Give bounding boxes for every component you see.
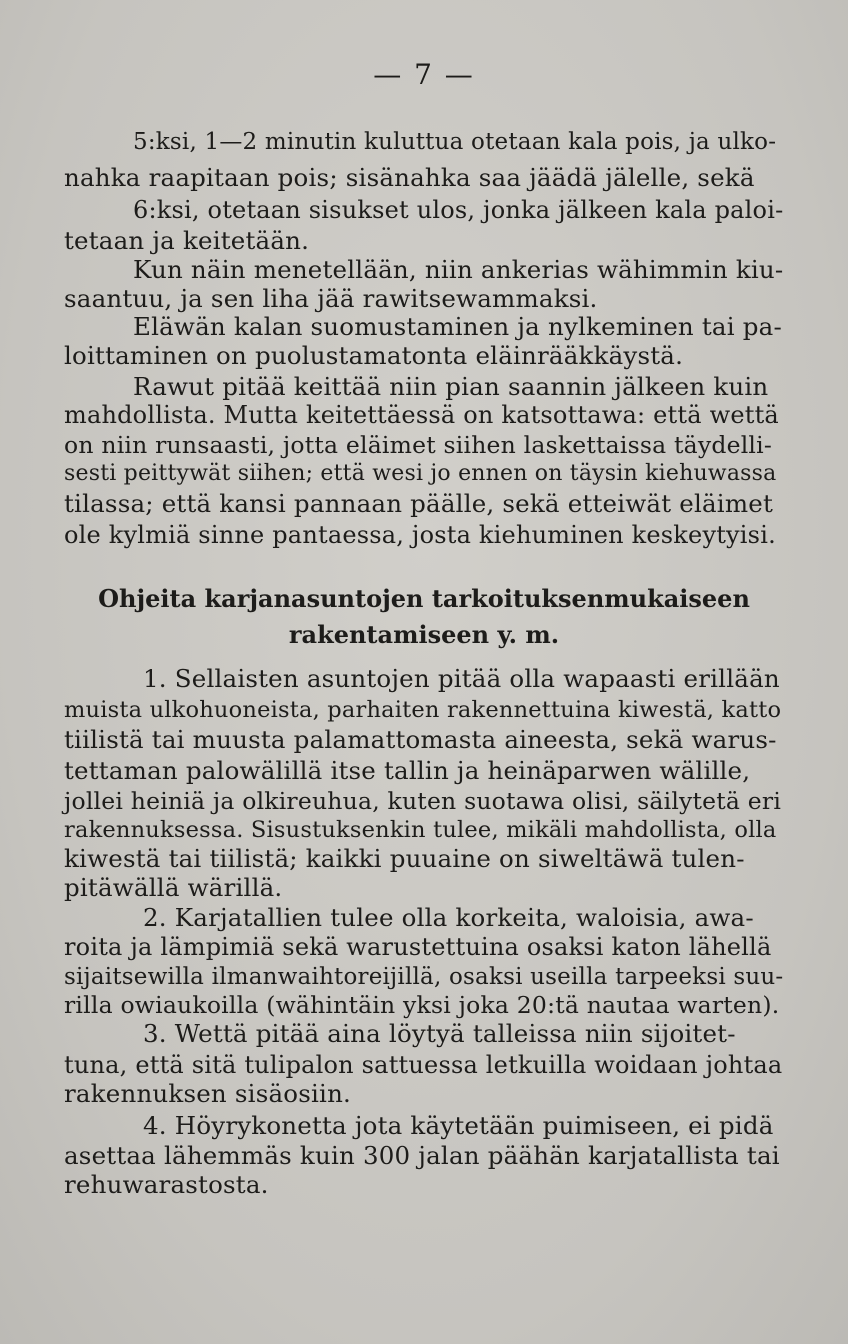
text-line: 4. Höyrykonetta jota käytetään puimiseen, ei pidä [143, 1111, 774, 1140]
text-line: ole kylmiä sinne pantaessa, josta kiehuminen keskeytyisi. [64, 521, 776, 549]
text-line: Eläwän kalan suomustaminen ja nylkeminen tai pa- [133, 312, 782, 341]
text-line: tetaan ja keitetään. [64, 226, 310, 255]
text-line: pitäwällä wärillä. [64, 873, 283, 902]
text-line: 5:ksi, 1—2 minutin kuluttua otetaan kala pois, ja ulko- [133, 129, 777, 155]
text-line: 6:ksi, otetaan sisukset ulos, jonka jälkeen kala paloi- [133, 196, 784, 224]
text-line: tuna, että sitä tulipalon sattuessa letkuilla woidaan johtaa [64, 1051, 783, 1079]
text-line: rakennuksen sisäosiin. [64, 1079, 352, 1108]
text-line: tettaman palowälillä itse tallin ja heinäparwen wälille, [64, 756, 751, 785]
text-line: sijaitsewilla ilmanwaihtoreijillä, osaksi useilla tarpeeksi suu- [64, 964, 784, 990]
text-line: rakennuksessa. Sisustuksenkin tulee, mikäli mahdollista, olla [64, 817, 777, 843]
text-line: mahdollista. Mutta keitettäessä on katsottawa: että wettä [64, 401, 779, 429]
text-line: roita ja lämpimiä sekä warustettuina osaksi katon lähellä [64, 933, 772, 961]
text-line: on niin runsaasti, jotta eläimet siihen laskettaissa täydelli- [64, 431, 772, 459]
text-line: jollei heiniä ja olkireuhua, kuten suotawa olisi, säilytetä eri [64, 787, 782, 815]
page-number: — 7 — [373, 58, 475, 91]
text-line: saantuu, ja sen liha jää rawitsewammaksi. [64, 284, 598, 313]
text-line: Rawut pitää keittää niin pian saannin jälkeen kuin [133, 372, 769, 401]
text-line: asettaa lähemmäs kuin 300 jalan päähän karjatallista tai [64, 1141, 780, 1170]
text-line: kiwestä tai tiilistä; kaikki puuaine on siweltäwä tulen- [64, 844, 745, 873]
text-line: 1. Sellaisten asuntojen pitää olla wapaasti erillään [143, 664, 780, 693]
text-line: nahka raapitaan pois; sisänahka saa jäädä jälelle, sekä [64, 163, 755, 192]
text-line: rehuwarastosta. [64, 1170, 269, 1199]
text-line: Kun näin menetellään, niin ankerias wähimmin kiu- [133, 255, 784, 284]
section-heading-line-1: Ohjeita karjanasuntojen tarkoituksenmukaiseen [98, 584, 750, 613]
text-line: muista ulkohuoneista, parhaiten rakennettuina kiwestä, katto [64, 697, 782, 723]
text-line: tilassa; että kansi pannaan päälle, sekä etteiwät eläimet [64, 489, 774, 518]
text-line: loittaminen on puolustamatonta eläinrääkkäystä. [64, 341, 684, 370]
text-line: 3. Wettä pitää aina löytyä talleissa niin sijoitet- [143, 1019, 736, 1048]
text-line: 2. Karjatallien tulee olla korkeita, waloisia, awa- [143, 903, 754, 932]
text-line: tiilistä tai muusta palamattomasta aineesta, sekä warus- [64, 725, 777, 754]
text-line: sesti peittywät siihen; että wesi jo ennen on täysin kiehuwassa [64, 461, 777, 486]
section-heading-line-2: rakentamiseen y. m. [288, 620, 560, 649]
text-line: rilla owiaukoilla (wähintäin yksi joka 20:tä nautaa warten). [64, 991, 780, 1019]
